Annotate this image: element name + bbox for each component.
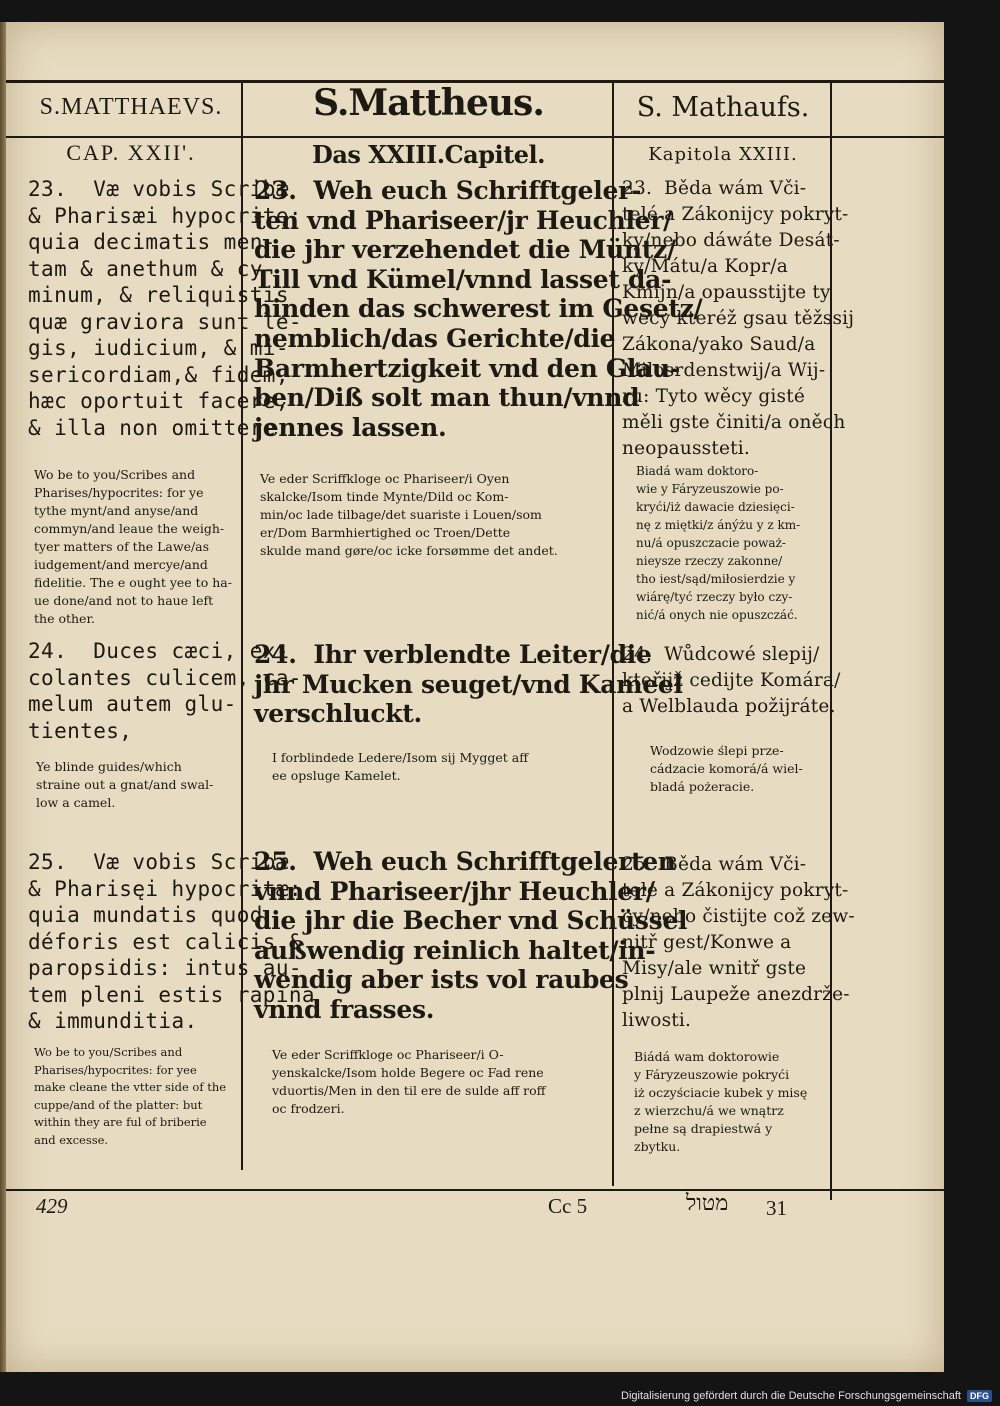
polish-verse-24: Wodzowie ślepi prze- cádzacie komorá/á wiel- bladá pożeracie. bbox=[650, 743, 803, 794]
page-number-right: 31 bbox=[766, 1196, 787, 1220]
latin-verse-23: 23. Væ vobis Scribæ & Pharisæi hypocritę: quia decimatis men- tam & anethum & cy- minum, & reliquistis quæ graviora sunt le- gis, iudicium, & mi- sericordiam,& fidem, hæc oportuit facere, & illa non omittere. bbox=[28, 177, 302, 440]
english-verse-24: Ye blinde guides/which straine out a gnat/and swal- low a camel. bbox=[36, 759, 214, 810]
german-verse-25: 25. Weh euch Schrifftgelerten vnnd Phariseer/jhr Heuchler/ die jhr die Becher vnd Schüssel außwendig reinlich haltet/in- wendig aber ists vol raubes vnnd frasses. bbox=[254, 847, 688, 1024]
book-page bbox=[6, 22, 944, 1372]
credit-text: Digitalisierung gefördert durch die Deutsche Forschungsgemeinschaft bbox=[621, 1390, 961, 1402]
chapter-german: Das XXIII.Capitel. bbox=[312, 140, 545, 169]
english-verse-23: Wo be to you/Scribes and Pharises/hypocrites: for ye tythe mynt/and anyse/and commyn/and leaue the weigh- tyer matters of the Lawe/as iudgement/and mercye/and fidelitie. The e ought yee to ha- ue done/and not to haue left the other. bbox=[34, 467, 232, 626]
danish-verse-24: I forblindede Ledere/Isom sij Mygget aff ee opsluge Kamelet. bbox=[272, 750, 529, 783]
header-latin: S.MATTHAEVS. bbox=[39, 94, 223, 120]
english-verse-25: Wo be to you/Scribes and Pharises/hypocrites: for yee make cleane the vtter side of the cuppe/and of the platter: but within they are ful of briberie and excesse. bbox=[34, 1045, 227, 1147]
polish-verse-23: Biadá wam doktoro- wie y Fáryzeuszowie po- kryći/iż dawacie dziesięci- nę z miętki/z ánýżu y z km- nu/á opuszczacie poważ- nieysze rzeczy zakonne/ tho iest/sąd/miłosierdzie y wiárę/tyć rzeczy było czy- nić/á onych nie opuszczáć. bbox=[636, 464, 801, 622]
german-verse-24: 24. Ihr verblendte Leiter/die jhr Mucken seuget/vnd Kameel verschluckt. bbox=[254, 640, 683, 729]
czech-verse-23: 23. Běda wám Vči- telé a Zákonijcy pokryt- ky/nebo dáwáte Desát- ky/Mátu/a Kopr/a Kmijn/a opausstijte ty wěcy kteréž gsau těžssij Zákona/yako Saud/a Milosrdenstwij/a Wij- ru: Tyto wěcy gisté měli gste činiti/a oněch neopaussteti. bbox=[622, 178, 855, 459]
hebrew-catchword: מטול bbox=[686, 1191, 729, 1216]
german-verse-23: 23. Weh euch Schrifftgeler- ten vnd Phariseer/jr Heuchler/ die jhr verzehendet die Müntz/ Till vnd Kümel/vnnd lasset da- hinden das schwerest im Gesetz/ nemblich/das Gerichte/die Barmhertzigkeit vnd den Glau- ben/Diß solt man thun/vnnd jennes lassen. bbox=[254, 176, 703, 442]
latin-verse-25: 25. Væ vobis Scribæ & Pharisęi hypocritæ: quia mundatis quod déforis est calicis & paropsidis: intus au- tem pleni estis rapina & immunditia. bbox=[28, 850, 315, 1033]
czech-verse-24: 24. Wůdcowé slepij/ kteřijž cedijte Komára/ a Welblauda požijráte. bbox=[622, 644, 841, 717]
signature-mark: Cc 5 bbox=[548, 1194, 588, 1218]
czech-verse-25: 25. Běda wám Vči- telé a Zákonijcy pokryt- cy/nebo čistijte což zew- nitř gest/Konwe a Misy/ale wnitř gste plnij Laupeže anezdrže- liwosti. bbox=[622, 854, 855, 1031]
latin-verse-24: 24. Duces cæci, ex- colantes culicem, ca- melum autem glu- tientes, bbox=[28, 639, 302, 743]
header-rule bbox=[6, 136, 944, 138]
page-number-left: 429 bbox=[36, 1194, 68, 1218]
header-german: S.Mattheus. bbox=[313, 82, 544, 124]
dfg-logo: DFG bbox=[967, 1390, 992, 1402]
chapter-czech: Kapitola XXIII. bbox=[648, 144, 798, 165]
danish-verse-25: Ve eder Scriffkloge oc Phariseer/i O- yenskalcke/Isom holde Begere oc Fad rene vduortis/Men in den til ere de sulde aff roff oc frodzeri. bbox=[272, 1047, 546, 1116]
danish-verse-23: Ve eder Scriffkloge oc Phariseer/i Oyen skalcke/Isom tinde Mynte/Dild oc Kom- min/oc lade tilbage/det suariste i Louen/som er/Dom Barmhiertighed oc Troen/Dette skulde mand gøre/oc icke forsømme det andet. bbox=[260, 471, 558, 558]
header-czech: S. Mathaufs. bbox=[636, 92, 810, 123]
credit-line bbox=[621, 1390, 992, 1402]
polish-verse-25: Biádá wam doktorowie y Fáryzeuszowie pokryći iż oczyściacie kubek y misę z wierzchu/á we wnątrz pełne są drapiestwá y zbytku. bbox=[634, 1049, 808, 1154]
bottom-rule bbox=[6, 1189, 944, 1191]
chapter-latin: CAP. XXII'. bbox=[66, 140, 196, 165]
